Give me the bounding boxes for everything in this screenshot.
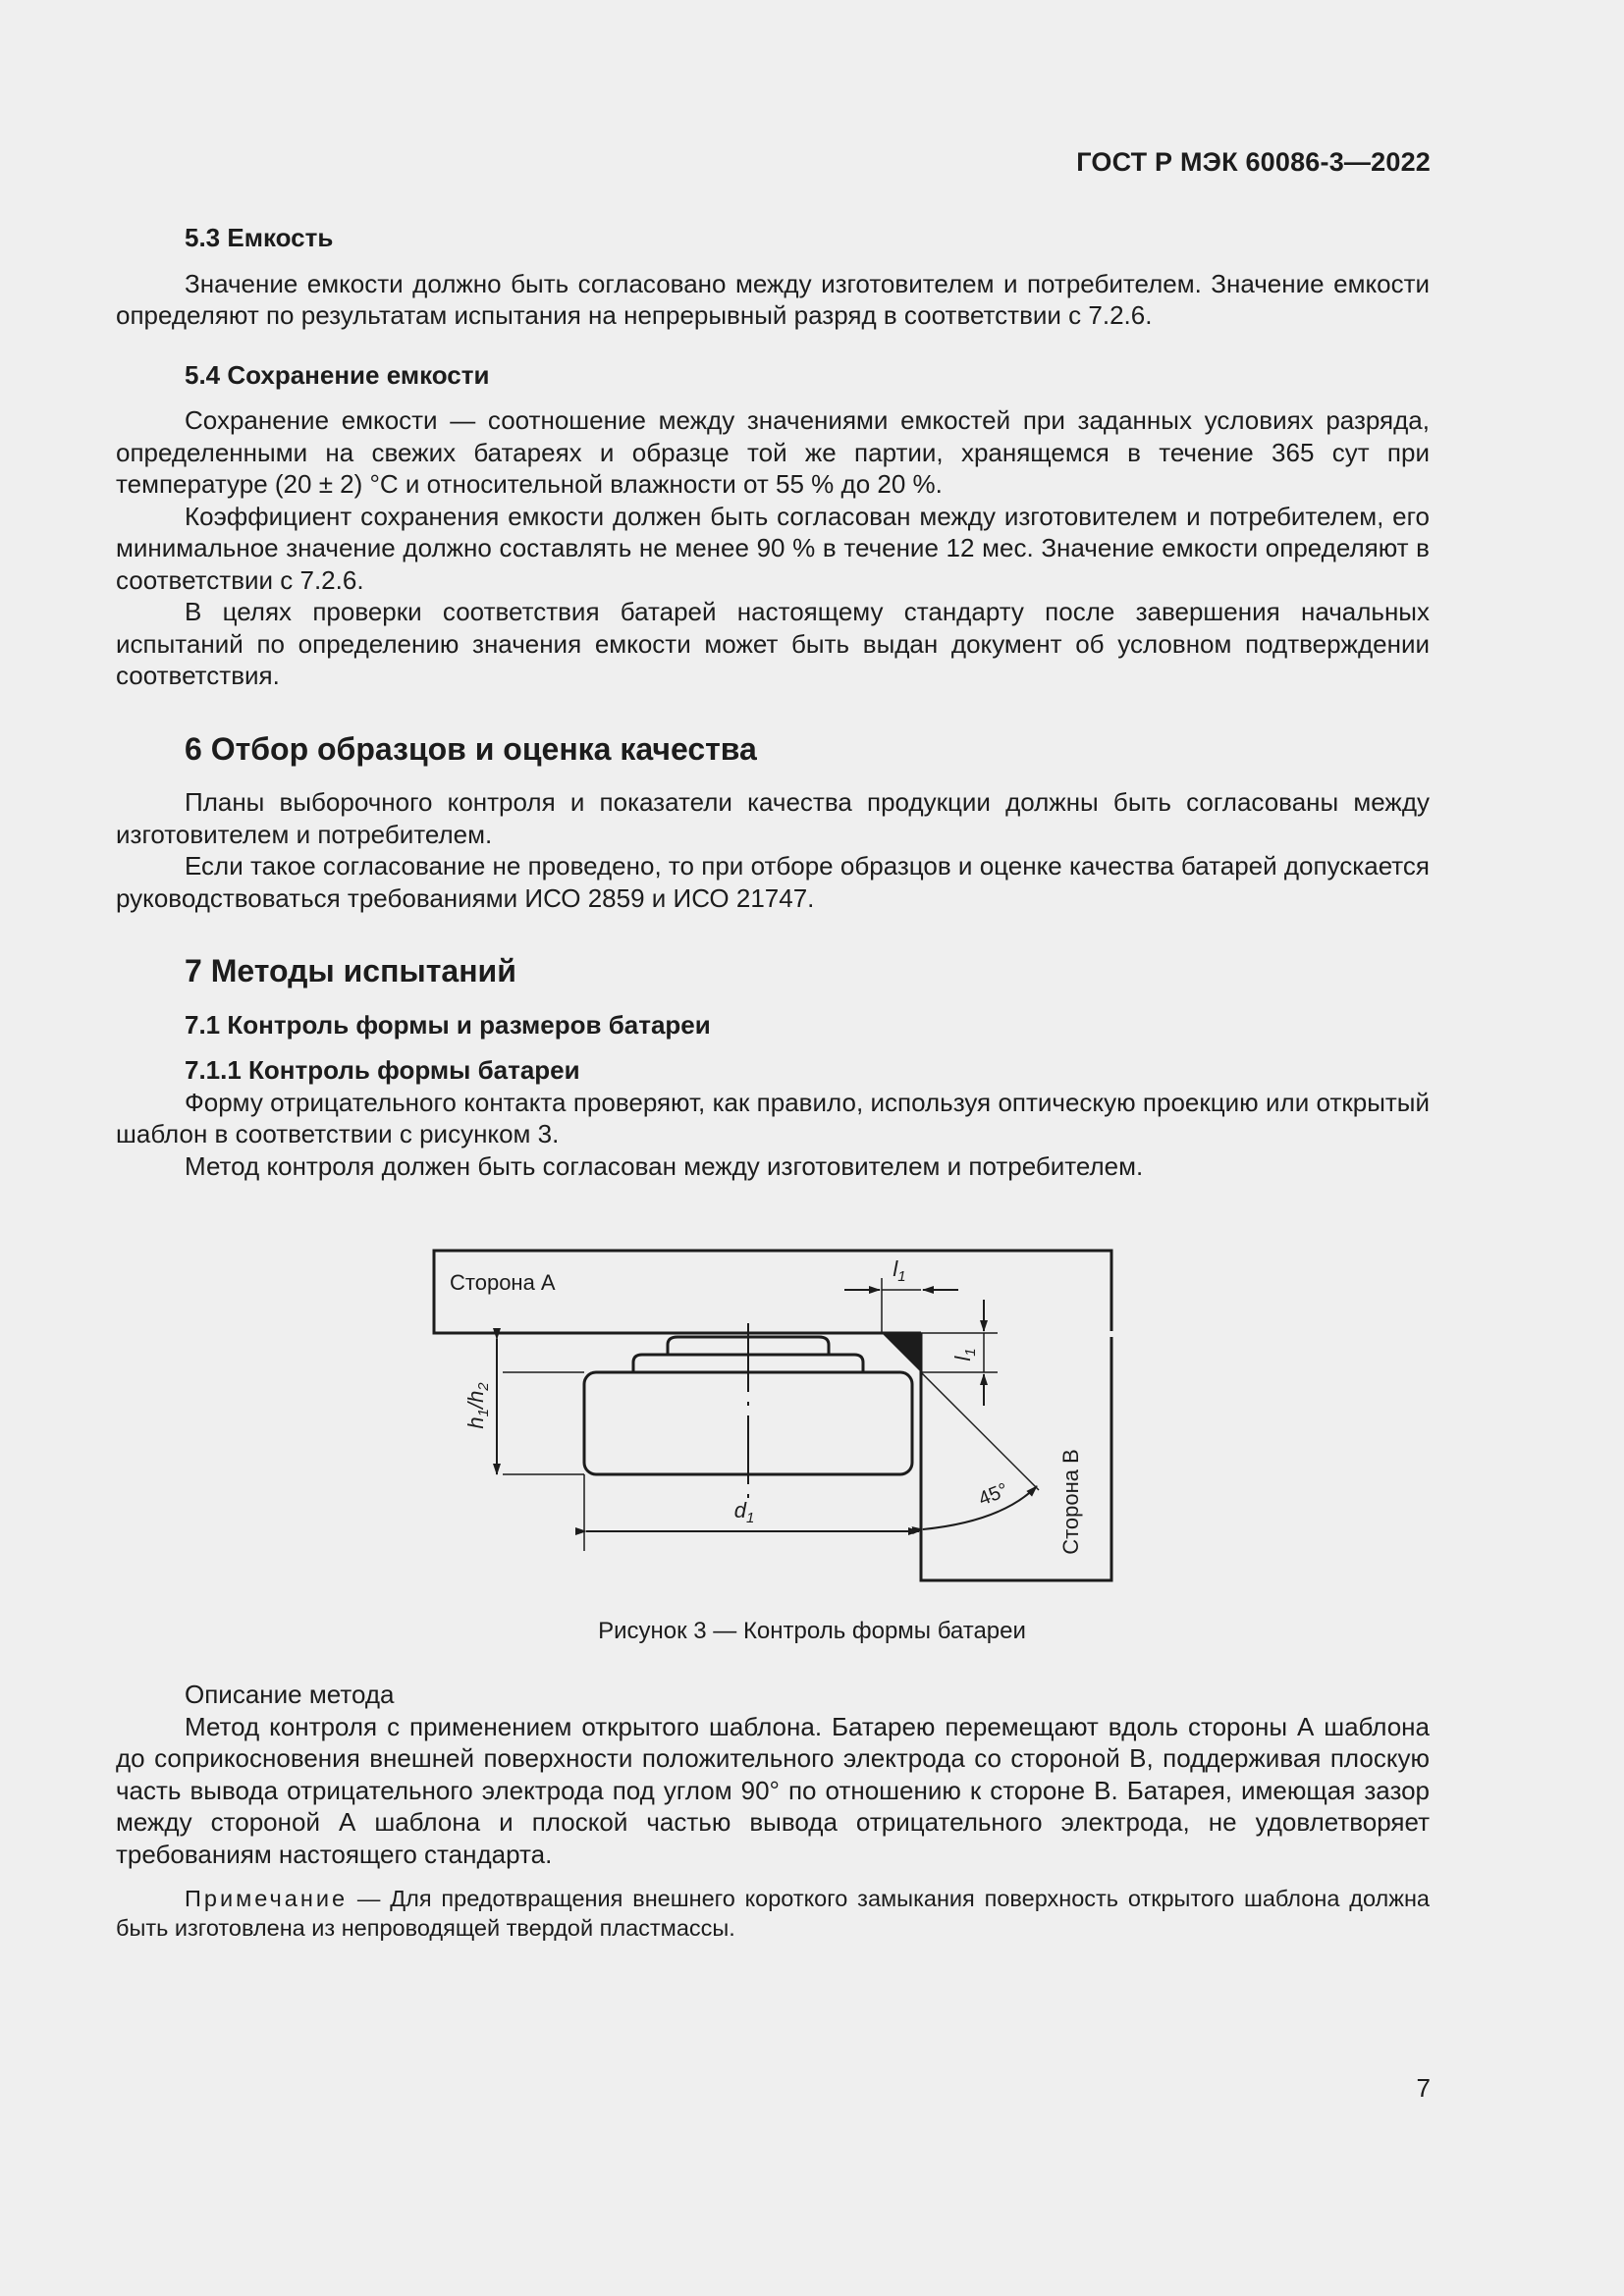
section-6-paragraph-2: Если такое согласование не проведено, то при отборе образцов и оценке качества батарей допускается руководствоваться требованиями ИСО 2859 и ИСО 21747.	[116, 851, 1430, 913]
page-number: 7	[1416, 2073, 1431, 2103]
note-label: Примечание	[185, 1886, 349, 1911]
diagonal-45-line	[921, 1372, 1039, 1490]
description-paragraph: Метод контроля с применением открытого шаблона. Батарею перемещают вдоль стороны А шаблона до соприкосновения внешней поверхности положительного электрода со стороной В, поддерживая плоскую часть вывода отрицательного электрода под углом 90° по отношению к стороне В. Батарея, имеющая зазор между стороной А шаблона и плоской частью вывода отрицательного электрода, не удовлетворяет требованиям настоящего стандарта.	[116, 1711, 1430, 1869]
section-6-title: 6 Отбор образцов и оценка качества	[185, 730, 757, 767]
corner-wedge	[882, 1333, 921, 1372]
description-heading: Описание метода	[185, 1680, 395, 1709]
section-5-3-title: 5.3 Емкость	[185, 223, 334, 252]
note-text: — Для предотвращения внешнего короткого замыкания поверхность открытого шаблона должна быть изготовлена из непроводящей твердой пластмассы.	[116, 1886, 1430, 1941]
section-5-4-paragraph-1: Сохранение емкости — соотношение между значениями емкостей при заданных условиях разряда, определенными на свежих батареях и образце той же партии, хранящемся в течение 365 сут при температуре (20 ± 2) °С и относительной влажности от 55 % до 20 %.	[116, 405, 1430, 499]
section-7-title: 7 Методы испытаний	[185, 953, 516, 988]
height-label: $h_1/h_2$	[463, 1382, 492, 1429]
figure-caption: Рисунок 3 — Контроль формы батареи	[598, 1618, 1026, 1644]
l1-vertical-label: $l_1$	[950, 1348, 979, 1362]
section-5-4-title: 5.4 Сохранение емкости	[185, 359, 490, 390]
method-description	[116, 1679, 1430, 1966]
section-5-4-paragraph-2: Коэффициент сохранения емкости должен быть согласован между изготовителем и потребителем, его минимальное значение должно составлять не менее 90 % в течение 12 мес. Значение емкости определяют в соответствии с 7.2.6.	[116, 501, 1430, 595]
side-a-label: Сторона А	[450, 1270, 556, 1295]
section-7-1-title: 7.1 Контроль формы и размеров батареи	[185, 1009, 711, 1040]
section-7-1-1-title: 7.1.1 Контроль формы батареи	[185, 1055, 580, 1085]
main-content	[116, 222, 1430, 1182]
side-b-label: Сторона В	[1058, 1449, 1083, 1555]
angle-label: 45°	[975, 1478, 1011, 1511]
note	[116, 1884, 1430, 1943]
standard-code: ГОСТ Р МЭК 60086-3—2022	[1076, 147, 1431, 177]
section-5-3-paragraph: Значение емкости должно быть согласовано между изготовителем и потребителем. Значение емкости определяют по результатам испытания на непрерывный разряд в соответствии с 7.2.6.	[116, 268, 1430, 330]
diameter-label: $d_1$	[733, 1498, 755, 1526]
battery-gauge-diagram	[432, 1245, 1119, 1586]
figure-3	[432, 1245, 1119, 1586]
section-6-paragraph-1: Планы выборочного контроля и показатели качества продукции должны быть согласованы между изготовителем и потребителем.	[116, 787, 1430, 849]
l1-horizontal-label: $l_1$	[893, 1256, 906, 1285]
section-5-4-paragraph-3: В целях проверки соответствия батарей настоящему стандарту после завершения начальных испытаний по определению значения емкости может быть выдан документ об условном подтверждении соответствия.	[116, 597, 1430, 690]
section-7-1-1-paragraph-1: Форму отрицательного контакта проверяют, как правило, используя оптическую проекцию или открытый шаблон в соответствии с рисунком 3.	[116, 1087, 1430, 1148]
section-7-1-1-paragraph-2: Метод контроля должен быть согласован между изготовителем и потребителем.	[185, 1150, 1144, 1181]
